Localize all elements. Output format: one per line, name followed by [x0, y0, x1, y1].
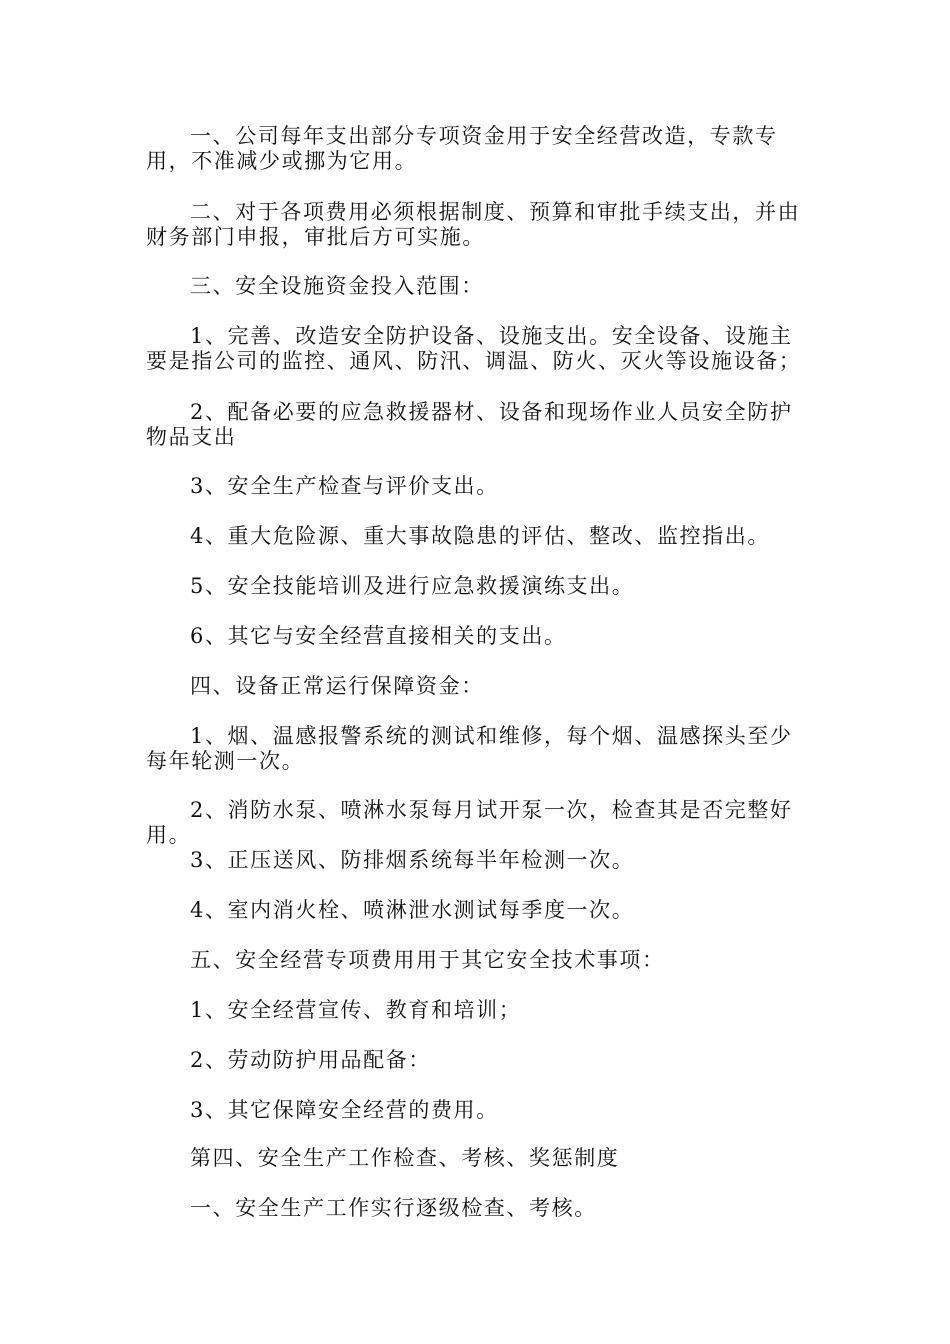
paragraph-6: 3、安全生产检查与评价支出。	[190, 474, 499, 498]
paragraph-5: 2、配备必要的应急救援器材、设备和现场作业人员安全防护物品支出	[146, 400, 793, 449]
paragraph-20: 一、安全生产工作实行逐级检查、考核。	[190, 1196, 597, 1220]
paragraph-1: 一、公司每年支出部分专项资金用于安全经营改造，专款专用，不准减少或挪为它用。	[146, 124, 778, 173]
paragraph-7: 4、重大危险源、重大事故隐患的评估、整改、监控指出。	[190, 524, 770, 548]
paragraph-16: 1、安全经营宣传、教育和培训；	[190, 998, 522, 1022]
paragraph-12: 2、消防水泵、喷淋水泵每月试开泵一次，检查其是否完整好用。	[146, 798, 793, 847]
paragraph-4: 1、完善、改造安全防护设备、设施支出。安全设备、设施主要是指公司的监控、通风、防汛、调温、防火、灭火等设施设备；	[146, 324, 802, 373]
paragraph-2: 二、对于各项费用必须根据制度、预算和审批手续支出，并由财务部门申报，审批后方可实施。	[146, 200, 801, 249]
paragraph-18: 3、其它保障安全经营的费用。	[190, 1098, 499, 1122]
paragraph-10: 四、设备正常运行保障资金：	[190, 674, 484, 698]
paragraph-14: 4、室内消火栓、喷淋泄水测试每季度一次。	[190, 898, 635, 922]
paragraph-8: 5、安全技能培训及进行应急救援演练支出。	[190, 574, 635, 598]
paragraph-13: 3、正压送风、防排烟系统每半年检测一次。	[190, 848, 635, 872]
paragraph-15: 五、安全经营专项费用用于其它安全技术事项：	[190, 948, 665, 972]
paragraph-3: 三、安全设施资金投入范围：	[190, 274, 484, 298]
paragraph-9: 6、其它与安全经营直接相关的支出。	[190, 624, 567, 648]
paragraph-11: 1、烟、温感报警系统的测试和维修，每个烟、温感探头至少每年轮测一次。	[146, 724, 793, 773]
paragraph-19: 第四、安全生产工作检查、考核、奖惩制度	[190, 1146, 620, 1170]
paragraph-17: 2、劳动防护用品配备：	[190, 1048, 431, 1072]
